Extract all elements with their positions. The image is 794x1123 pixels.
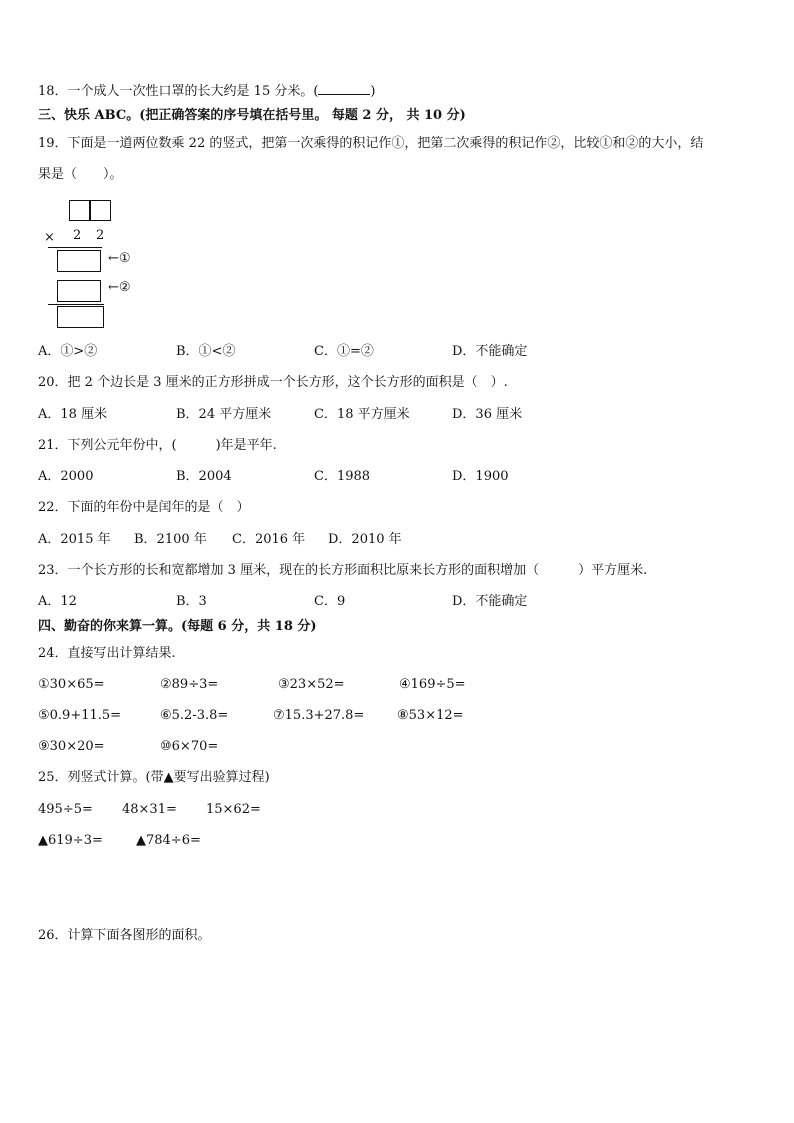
q22-text: 22．下面的年份中是闰年的是（ ） xyxy=(38,500,250,515)
q20-option-d[interactable]: D．36 厘米 xyxy=(452,407,523,422)
q24-text: 24．直接写出计算结果. xyxy=(38,646,176,661)
q22-option-a[interactable]: A．2015 年 xyxy=(38,532,111,547)
q23-option-c[interactable]: C．9 xyxy=(314,594,346,609)
q25-item-1: 495÷5= xyxy=(38,802,93,817)
q24-item-10: ⑩6×70= xyxy=(160,739,219,754)
q25-item-5: ▲784÷6= xyxy=(136,833,201,848)
q25-item-3: 15×62= xyxy=(206,802,261,817)
q24-item-8: ⑧53×12= xyxy=(397,708,464,723)
multiplication-figure xyxy=(38,196,158,336)
q22-option-d[interactable]: D．2010 年 xyxy=(328,532,402,547)
q24-item-6: ⑥5.2-3.8= xyxy=(160,708,229,723)
q24-item-3: ③23×52= xyxy=(278,677,345,692)
q21-option-d[interactable]: D．1900 xyxy=(452,469,509,484)
q21-text: 21．下列公元年份中，( )年是平年. xyxy=(38,438,277,453)
q18-close: ) xyxy=(370,84,376,99)
q18-blank[interactable] xyxy=(318,82,370,95)
q23-option-b[interactable]: B．3 xyxy=(176,594,207,609)
q19-option-a[interactable]: A．①>② xyxy=(38,344,98,359)
q24-item-1: ①30×65= xyxy=(38,677,105,692)
q25-item-2: 48×31= xyxy=(122,802,177,817)
section4-title: 四、勤奋的你来算一算。(每题 6 分，共 18 分) xyxy=(38,619,317,634)
q26-text: 26．计算下面各图形的面积。 xyxy=(38,928,211,943)
section3-title: 三、快乐 ABC。(把正确答案的序号填在括号里。 每题 2 分， 共 10 分) xyxy=(38,108,466,123)
q20-text: 20．把 2 个边长是 3 厘米的正方形拼成一个长方形，这个长方形的面积是（ ）. xyxy=(38,375,508,390)
q24-item-9: ⑨30×20= xyxy=(38,739,105,754)
q22-option-c[interactable]: C．2016 年 xyxy=(232,532,306,547)
q20-option-c[interactable]: C．18 平方厘米 xyxy=(314,407,410,422)
q24-item-5: ⑤0.9+11.5= xyxy=(38,708,122,723)
result-box xyxy=(57,306,104,328)
product-1-box xyxy=(57,250,101,272)
q23-option-a[interactable]: A．12 xyxy=(38,594,77,609)
multiplier-digit-1: 2 xyxy=(73,228,82,243)
arrow-2: ←② xyxy=(108,280,131,295)
multiplier-digit-2: 2 xyxy=(96,228,105,243)
rule-line-2 xyxy=(48,304,104,305)
q18-text: 18．一个成人一次性口罩的长大约是 15 分米。( xyxy=(38,84,319,99)
q21-option-b[interactable]: B．2004 xyxy=(176,469,232,484)
q25-item-4: ▲619÷3= xyxy=(38,833,103,848)
times-sign: × xyxy=(44,230,55,245)
q21-option-c[interactable]: C．1988 xyxy=(314,469,371,484)
q18 xyxy=(38,82,376,101)
product-2-box xyxy=(57,280,101,302)
q19-line2: 果是（ ）。 xyxy=(38,167,123,182)
q19-line1: 19．下面是一道两位数乘 22 的竖式，把第一次乘得的积记作①，把第二次乘得的积记作②，比较①和②的大小，结 xyxy=(38,136,704,151)
q19-option-b[interactable]: B．①<② xyxy=(176,344,236,359)
q22-option-b[interactable]: B．2100 年 xyxy=(134,532,207,547)
q24-item-2: ②89÷3= xyxy=(160,677,219,692)
digit-box-tens xyxy=(69,200,90,221)
q21-option-a[interactable]: A．2000 xyxy=(38,469,94,484)
q20-option-b[interactable]: B．24 平方厘米 xyxy=(176,407,272,422)
digit-box-ones xyxy=(90,200,111,221)
arrow-1: ←① xyxy=(108,251,131,266)
q23-text: 23．一个长方形的长和宽都增加 3 厘米，现在的长方形面积比原来长方形的面积增加（ ）平方厘米. xyxy=(38,563,648,578)
q19-option-d[interactable]: D．不能确定 xyxy=(452,344,528,359)
q20-option-a[interactable]: A．18 厘米 xyxy=(38,407,108,422)
rule-line-1 xyxy=(48,247,102,248)
q24-item-7: ⑦15.3+27.8= xyxy=(273,708,365,723)
q23-option-d[interactable]: D．不能确定 xyxy=(452,594,528,609)
q19-option-c[interactable]: C．①=② xyxy=(314,344,374,359)
q25-text: 25．列竖式计算。(带▲要写出验算过程) xyxy=(38,770,270,785)
q24-item-4: ④169÷5= xyxy=(399,677,466,692)
